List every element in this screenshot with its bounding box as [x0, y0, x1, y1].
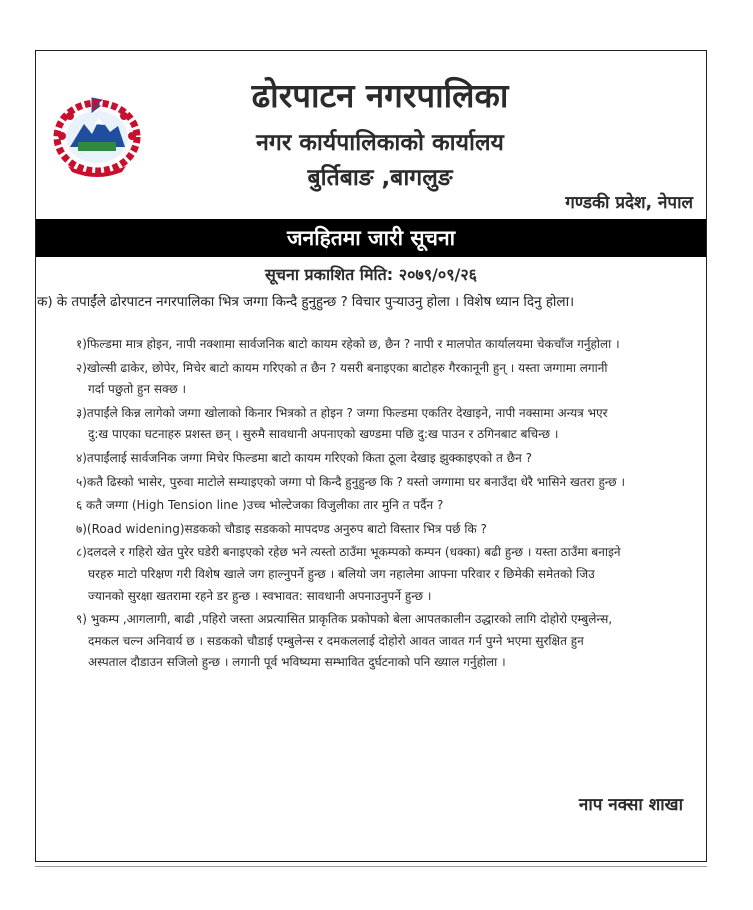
list-item — [76, 358, 708, 401]
municipality-title: ढोरपाटन नगरपालिका — [251, 76, 509, 115]
address-title: बुर्तिबाङ ,बागलुङ — [307, 165, 453, 191]
list-item-continuation: दमकल चल्न अनिवार्य छ । सडकको चौडाई एम्बुलेन्स र दमकललाई दोहोरो आवत जावत गर्न पुग्ने भएमा सुरक्षित हुन — [88, 633, 584, 648]
list-item — [76, 542, 708, 607]
list-item-text: ९) भुकम्प ,आगलागी, बाढी ,पहिरो जस्ता अप्रत्यासित प्राकृतिक प्रकोपको बेला आपतकालीन उद्धारको लागि दोहोरो एम्बुलेन्स, — [76, 612, 613, 627]
list-item-text: ५)कतै ढिस्को भासेर, पुरुवा माटोले सम्याइएको जग्गा पो किन्दै हुनुहुन्छ कि ? यस्तो जग्गामा घर बनाउँदा धेरै भासिने खतरा हुन्छ । — [76, 474, 626, 489]
list-item-text: २)खोल्सी ढाकेर, छोपेर, मिचेर बाटो कायम गरिएको त छैन ? यसरी बनाइएका बाटोहरु गैरकानूनी हुन् । यस्ता जग्गामा लगानी — [76, 360, 608, 375]
list-item-text: ४)तपाईंलाई सार्वजनिक जग्गा मिचेर फिल्डमा बाटो कायम गरिएको किता ठूला देखाइ झुक्काइएको त छैन ? — [76, 450, 532, 465]
advice-list — [76, 334, 708, 676]
notice-question: क) के तपाईंले ढोरपाटन नगरपालिका भित्र जग्गा किन्दै हुनुहुन्छ ? विचार पुर्‍याउनु होला । विशेष ध्यान दिनु होला। — [37, 294, 575, 310]
province-label: गण्डकी प्रदेश, नेपाल — [565, 193, 693, 213]
list-item-continuation: अस्पताल दौडाउन सजिलो हुन्छ । लगानी पूर्व भविष्यमा सम्भावित दुर्घटनाको पनि ख्याल गर्नुहोला । — [88, 655, 506, 670]
list-item — [76, 334, 708, 356]
list-item-text: १)फिल्डमा मात्र होइन, नापी नक्शामा सार्वजनिक बाटो कायम रहेको छ, छैन ? नापी र मालपोत कार्यालयमा चेकचाँज गर्नुहोला । — [76, 337, 620, 351]
list-item — [76, 609, 708, 674]
list-item-text: ६ कतै जग्गा (High Tension line )उच्च भोल्टेजका विजुलीका तार मुनि त पर्दैन ? — [76, 498, 444, 513]
bottom-rule — [35, 866, 707, 867]
list-item-text: ७)(Road widening)सडकको चौडाइ सडकको मापदण्ड अनुरुप बाटो विस्तार भित्र पर्छ कि ? — [76, 521, 487, 536]
list-item — [76, 519, 708, 541]
municipality-emblem-icon — [48, 92, 146, 178]
signature-department: नाप नक्सा शाखा — [578, 795, 683, 815]
list-item — [76, 472, 708, 494]
list-item — [76, 403, 708, 446]
publish-date: सूचना प्रकाशित मिति: २०७९/०९/२६ — [264, 265, 477, 284]
notice-banner: जनहितमा जारी सूचना — [36, 219, 706, 257]
list-item — [76, 495, 708, 517]
list-item-text: ३)तपाईंले किन्न लागेको जग्गा खोलाको किनार भित्रको त होइन ? जग्गा फिल्डमा एकतिर देखाइने, नापी नक्सामा अन्यत्र भएर — [76, 405, 608, 420]
list-item-continuation: दु:ख पाएका घटनाहरु प्रशस्त छन् । सुरुमै सावधानी अपनाएको खण्डमा पछि दु:ख पाउन र ठगिनबाट बचिन्छ । — [88, 427, 559, 442]
list-item-text: ८)दलदले र गहिरो खेत पुरेर घडेरी बनाइएको रहेछ भने त्यस्तो ठाउँमा भूकम्पको कम्पन (धक्का) बढी हुन्छ । यस्ता ठाउँमा बनाइने — [76, 545, 621, 560]
list-item — [76, 448, 708, 470]
list-item-continuation: घरहरु माटो परिक्षण गरी विशेष खाले जग हाल्नुपर्ने हुन्छ । बलियो जग नहालेमा आफ्ना परिवार र छिमेकी समेतको जिउ — [88, 566, 595, 581]
office-title: नगर कार्यपालिकाको कार्यालय — [256, 130, 504, 156]
list-item-continuation: गर्दा पछुतो हुन सक्छ । — [88, 382, 187, 397]
list-item-continuation: ज्यानको सुरक्षा खतरामा रहने डर हुन्छ । स्वभावत: सावधानी अपनाउनुपर्ने हुन्छ । — [88, 588, 432, 603]
